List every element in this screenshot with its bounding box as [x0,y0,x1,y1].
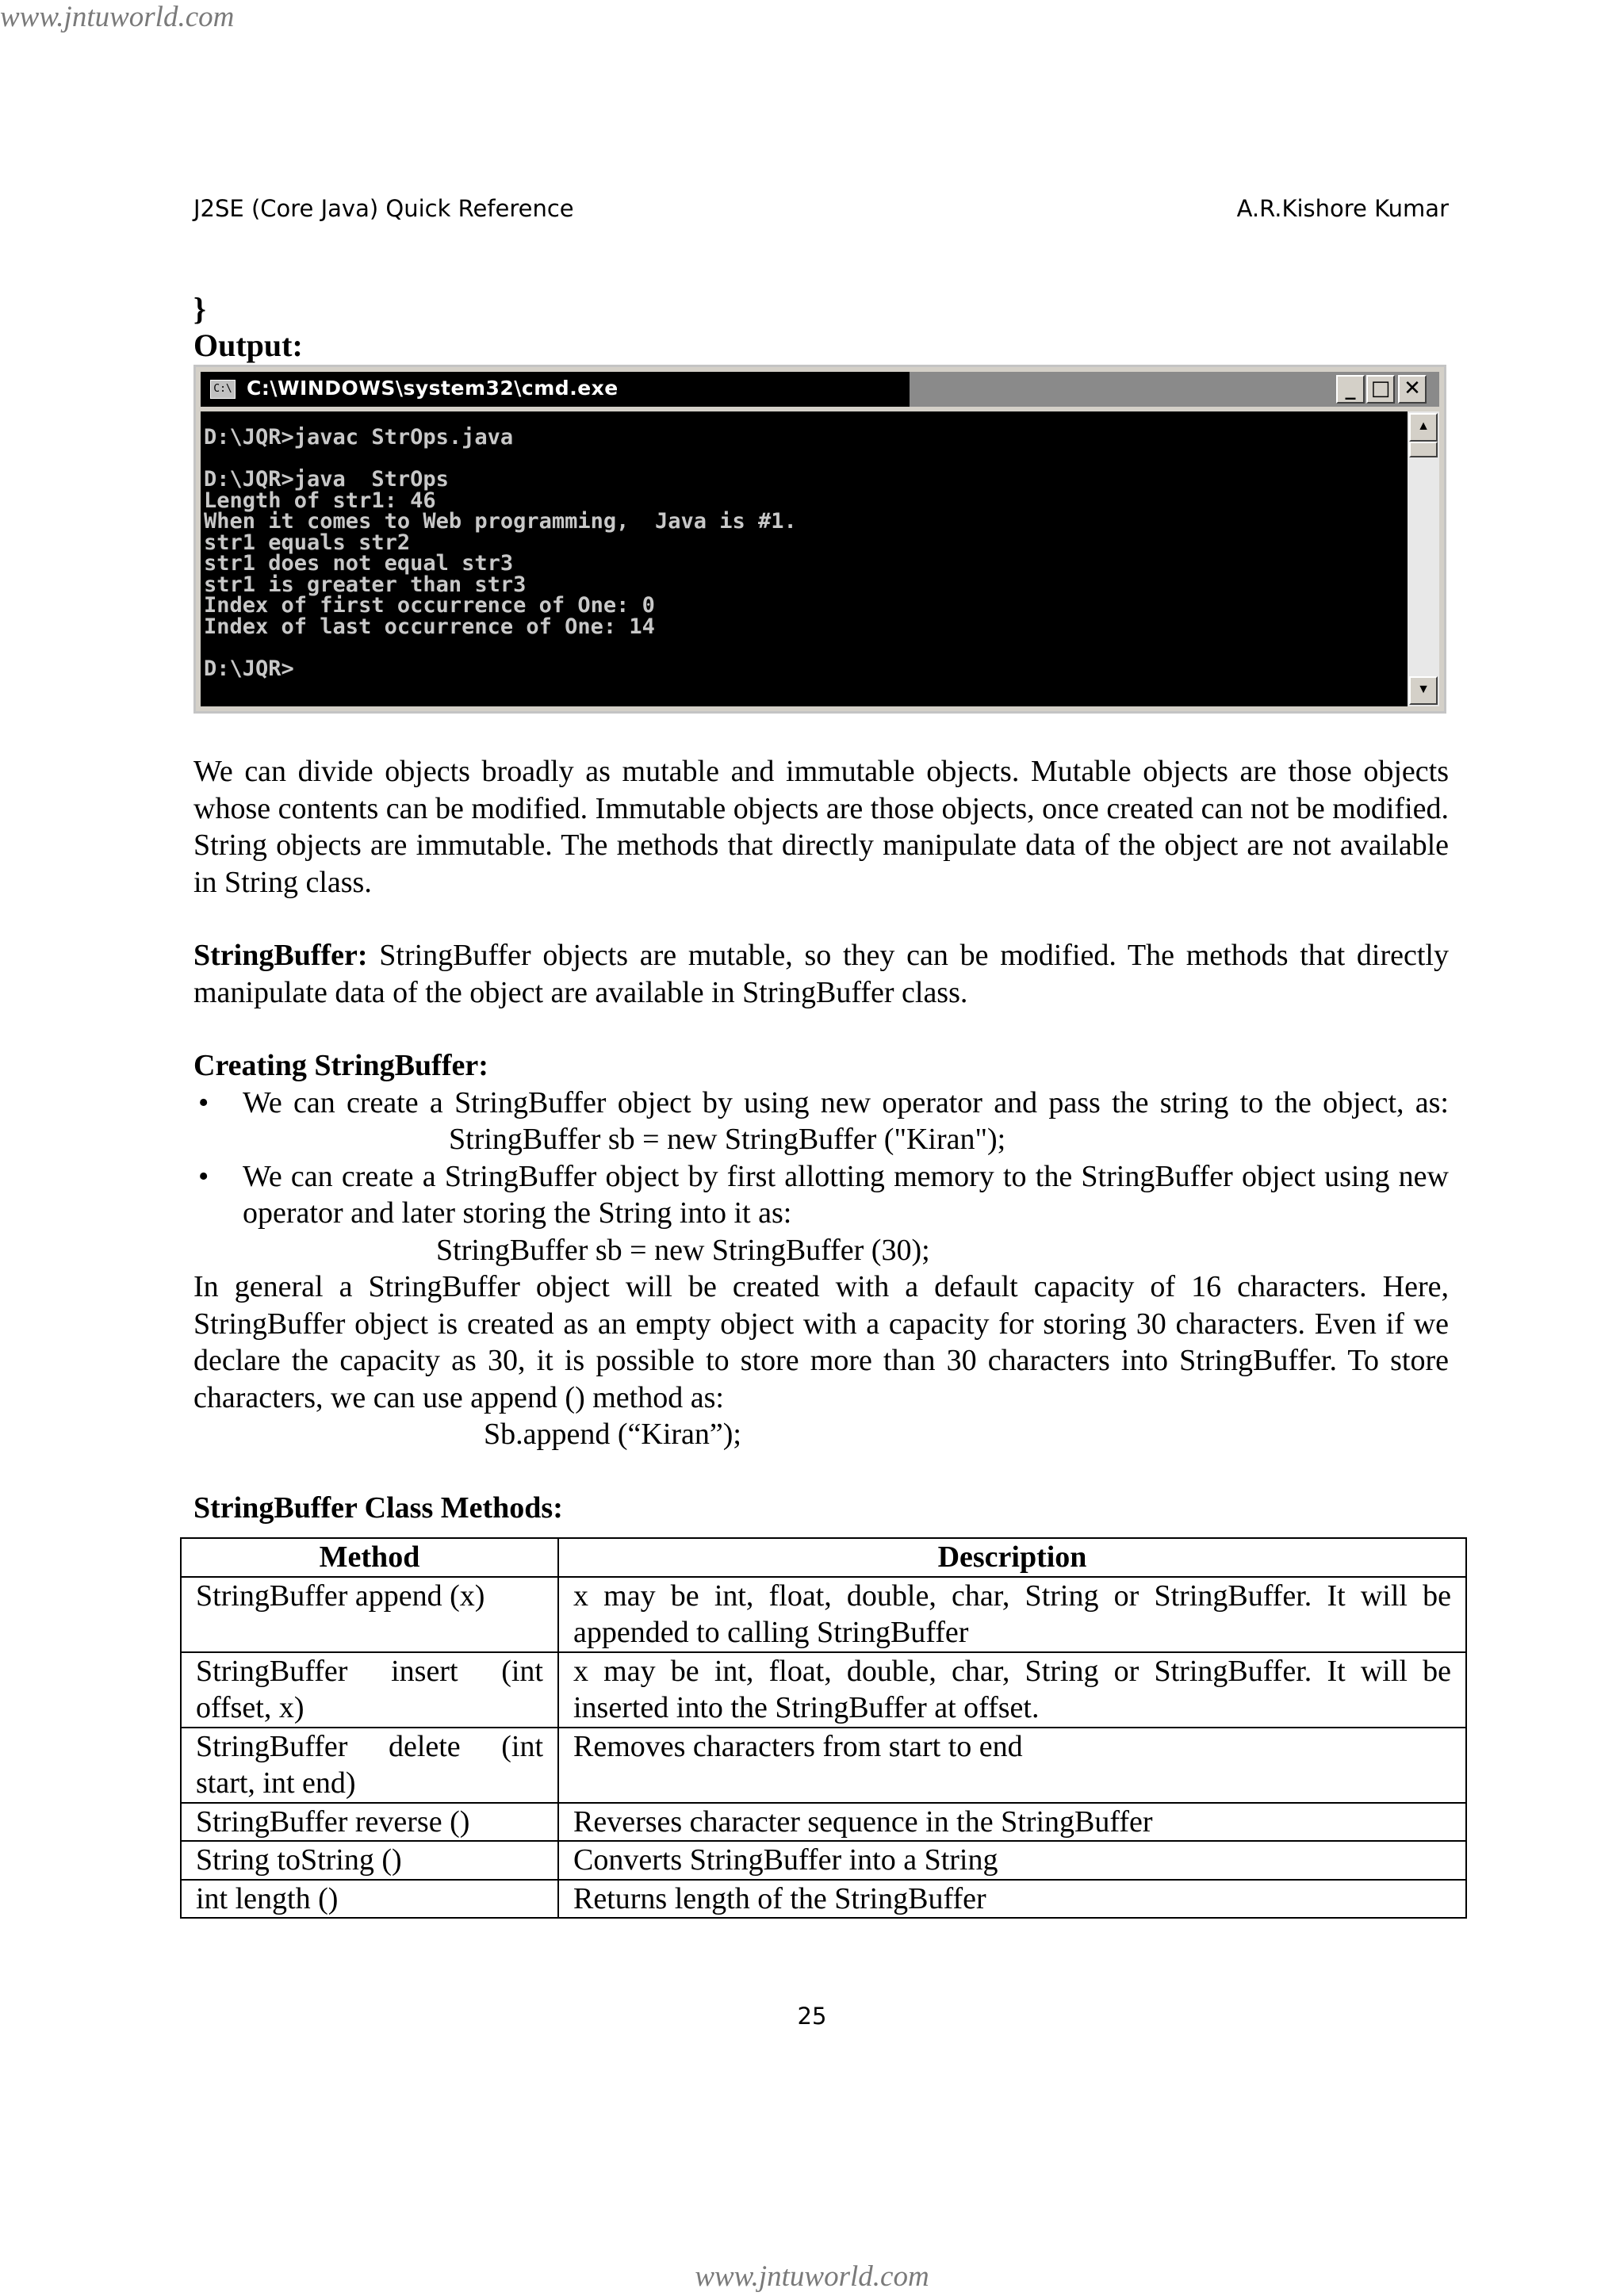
running-header-title: J2SE (Core Java) Quick Reference [193,195,574,222]
running-header-author: A.R.Kishore Kumar [1236,195,1449,222]
description-cell: x may be int, float, double, char, String or StringBuffer. It will be inserted into the StringBuffer at offset. [558,1652,1466,1728]
scroll-thumb [1409,442,1438,457]
method-cell: StringBuffer append (x) [181,1577,558,1652]
console-line: str1 does not equal str3 [204,551,514,576]
methods-heading-text: StringBuffer Class Methods: [193,1490,563,1525]
watermark-bottom: www.jntuworld.com [695,2260,929,2293]
console-titlebar [201,372,910,407]
console-line: Length of str1: 46 [204,488,436,513]
table-header-row [181,1538,1466,1577]
description-cell: Converts StringBuffer into a String [558,1841,1466,1880]
closing-brace: } [193,291,206,327]
description-cell: x may be int, float, double, char, String or StringBuffer. It will be appended to calling StringBuffer [558,1577,1466,1652]
console-scrollbar [1408,411,1439,706]
body-text [193,753,1449,1526]
paragraph-capacity: In general a StringBuffer object will be created with a default capacity of 16 characters. Here, StringBuffer object is created as an empty object with a capacity for storing 30 characters. Even if we declare the capacity as 30, it is possible to store more than 30 characters into StringBuffer. To store characters, we can use append () method as: [193,1270,1449,1414]
console-line: D:\JQR>java StrOps [204,467,449,492]
method-cell: StringBuffer insert (int offset, x) [181,1652,558,1728]
console-title: C:\WINDOWS\system32\cmd.exe [247,377,619,400]
close-button: ✕ [1398,375,1427,404]
table-row [181,1577,1466,1652]
output-label: Output: [193,327,303,363]
column-header-method: Method [181,1538,558,1577]
method-cell: StringBuffer delete (int start, int end) [181,1728,558,1803]
paragraph-stringbuffer [193,937,1449,1011]
console-line: str1 is greater than str3 [204,572,527,597]
table-row [181,1803,1466,1842]
heading-creating-stringbuffer [193,1047,1449,1085]
watermark-top: www.jntuworld.com [0,1,235,33]
scroll-up-arrow-icon: ▲ [1409,413,1438,442]
bullet-item [193,1085,1449,1158]
method-cell: StringBuffer reverse () [181,1803,558,1842]
description-cell: Returns length of the StringBuffer [558,1880,1466,1919]
console-line: D:\JQR> [204,656,294,681]
stringbuffer-definition: StringBuffer objects are mutable, so they can be modified. The methods that directly manipulate data of the object are available in StringBuffer class. [193,939,1449,1009]
console-output [201,411,1409,706]
column-header-description: Description [558,1538,1466,1577]
methods-table [180,1537,1467,1919]
creation-bullets [193,1085,1449,1269]
minimize-button: _ [1336,375,1365,404]
description-cell: Removes characters from start to end [558,1728,1466,1803]
append-code-line: Sb.append (“Kiran”); [484,1418,741,1451]
table-row [181,1728,1466,1803]
bullet-item [193,1158,1449,1269]
console-line: Index of last occurrence of One: 14 [204,614,655,639]
table-row [181,1652,1466,1728]
page-number: 25 [797,2003,827,2030]
console-line: D:\JQR>javac StrOps.java [204,425,514,450]
console-line: str1 equals str2 [204,530,411,555]
heading-class-methods [193,1490,1449,1527]
table-row [181,1841,1466,1880]
method-cell: String toString () [181,1841,558,1880]
bullet-text: We can create a StringBuffer object by using new operator and pass the string to the object, as: [243,1085,1449,1119]
stringbuffer-term: StringBuffer: [193,939,368,972]
bullet-text: We can create a StringBuffer object by first allotting memory to the StringBuffer object using new operator and later storing the String into it as: [243,1159,1449,1230]
console-window-screenshot [193,365,1446,714]
bullet-code: StringBuffer sb = new StringBuffer ("Kiran"); [449,1123,1006,1156]
maximize-button: □ [1366,375,1395,404]
bullet-code: StringBuffer sb = new StringBuffer (30); [436,1233,930,1267]
paragraph-mutable-objects: We can divide objects broadly as mutable and immutable objects. Mutable objects are those objects whose contents can be modified. Immutable objects are those objects, once created can not be modified. String objects are immutable. The methods that directly manipulate data of the object are not available in String class. [193,755,1449,899]
scroll-down-arrow-icon: ▼ [1409,676,1438,705]
cmd-icon: C:\ [210,380,236,399]
method-cell: int length () [181,1880,558,1919]
creating-heading-text: Creating StringBuffer: [193,1049,488,1082]
console-line: When it comes to Web programming, Java is #1. [204,509,797,534]
description-cell: Reverses character sequence in the StringBuffer [558,1803,1466,1842]
table-row [181,1880,1466,1919]
console-line: Index of first occurrence of One: 0 [204,593,655,618]
